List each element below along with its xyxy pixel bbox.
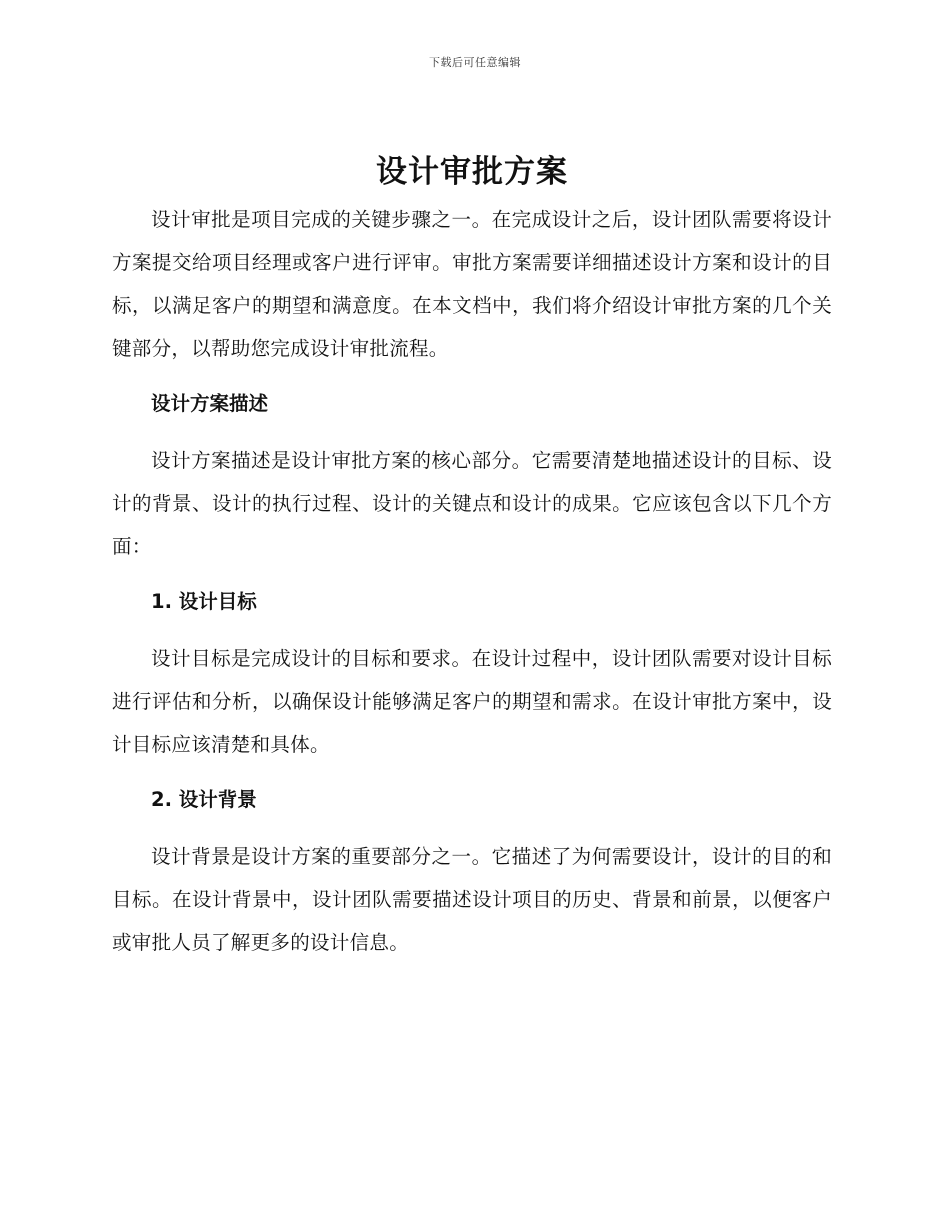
design-background-paragraph: 设计背景是设计方案的重要部分之一。它描述了为何需要设计，设计的目的和目标。在设计背景中，设计团队需要描述设计项目的历史、背景和前景，以便客户或审批人员了解更多的设计信息。 xyxy=(112,845,832,954)
subheading-design-goals: 1. 设计目标 xyxy=(151,590,257,613)
section-heading-design-description: 设计方案描述 xyxy=(151,392,269,415)
subheading-design-background: 2. 设计背景 xyxy=(151,788,257,811)
design-goals-paragraph: 设计目标是完成设计的目标和要求。在设计过程中，设计团队需要对设计目标进行评估和分析，以确保设计能够满足客户的期望和需求。在设计审批方案中，设计目标应该清楚和具体。 xyxy=(112,647,832,756)
document-body xyxy=(112,148,832,964)
document-title: 设计审批方案 xyxy=(376,154,568,190)
design-description-paragraph: 设计方案描述是设计审批方案的核心部分。它需要清楚地描述设计的目标、设计的背景、设计的执行过程、设计的关键点和设计的成果。它应该包含以下几个方面： xyxy=(112,449,832,558)
intro-paragraph: 设计审批是项目完成的关键步骤之一。在完成设计之后，设计团队需要将设计方案提交给项目经理或客户进行评审。审批方案需要详细描述设计方案和设计的目标，以满足客户的期望和满意度。在本文档中，我们将介绍设计审批方案的几个关键部分，以帮助您完成设计审批流程。 xyxy=(112,208,832,360)
page-header-note: 下载后可任意编辑 xyxy=(429,56,521,69)
